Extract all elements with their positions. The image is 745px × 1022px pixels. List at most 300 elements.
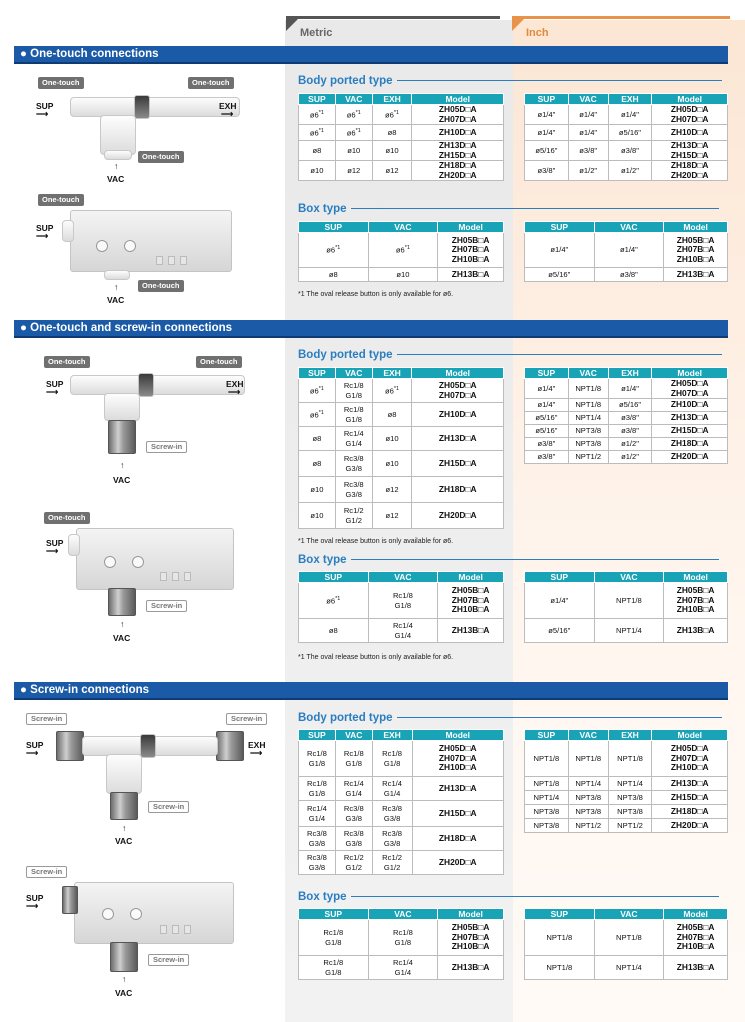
screw-in-tag: Screw-in [226,713,267,725]
cell-vac: ø1/2" [568,161,608,181]
cell-vac: Rc1/4 G1/4 [368,619,438,643]
cell-vac: ø6$^{*1}$ [335,105,372,125]
table-row [525,920,728,956]
col-header-model: Model [438,222,504,233]
port-cap-icon [160,572,167,581]
col-header-vac: VAC [568,730,608,741]
sup-label: SUP [46,379,64,389]
cell-exh: Rc1/8 G1/8 [372,741,412,777]
table-row [299,379,504,403]
table-row [299,583,504,619]
cell-vac: NPT3/8 [568,791,608,805]
cell-sup: Rc1/8 G1/8 [299,741,336,777]
cell-sup: ø6$^{*1}$ [299,125,336,141]
cell-vac: Rc3/8 G3/8 [335,451,372,477]
cell-vac: NPT1/8 [594,583,664,619]
inch-header [512,16,730,40]
cell-model: ZH15D□A [412,451,504,477]
table-row [299,741,504,777]
table-row [299,827,504,851]
col-header-vac: VAC [568,94,608,105]
port-cap-icon [168,256,175,265]
cell-exh: ø8 [372,125,412,141]
cell-vac: NPT1/4 [594,619,664,643]
table-row [525,438,728,451]
cell-model: ZH20D□A [652,451,728,464]
cell-sup: ø1/4" [525,583,595,619]
cell-vac: ø10 [368,268,438,282]
port-cap-icon [160,925,167,934]
table-row [525,619,728,643]
port-cap-icon [184,925,191,934]
metric-header-label: Metric [300,27,333,39]
col-header-sup: SUP [525,94,569,105]
subhead-box-3: Box type [298,891,719,903]
cell-sup: ø1/4" [525,125,569,141]
col-header-model: Model [652,94,728,105]
cell-vac: Rc3/8 G3/8 [335,477,372,503]
cell-exh: NPT1/8 [608,741,652,777]
cell-exh: ø3/8" [608,412,652,425]
cell-model: ZH13D□A [412,427,504,451]
screw-in-port-sup [56,731,84,761]
cell-sup: ø8 [299,619,369,643]
cell-sup: Rc1/8 G1/8 [299,777,336,801]
cell-model: ZH10D□A [652,399,728,412]
cell-model: ZH05B□A ZH07B□A ZH10B□A [664,583,728,619]
table-row [525,425,728,438]
col-header-vac: VAC [594,222,664,233]
spec-table-t1i [524,93,728,181]
cell-vac: NPT1/2 [568,451,608,464]
col-header-model: Model [438,572,504,583]
subhead-body-1: Body ported type [298,75,722,87]
screw-in-tag: Screw-in [148,954,189,966]
table-row [525,233,728,268]
footnote-1: *1 The oval release button is only available for ø6. [298,291,454,298]
cell-model: ZH10D□A [412,125,504,141]
subhead-box-1: Box type [298,203,719,215]
table-row [525,412,728,425]
cell-exh: NPT3/8 [608,791,652,805]
cell-vac: ø6$^{*1}$ [368,233,438,268]
cell-vac: Rc1/8 G1/8 [368,920,438,956]
col-header-sup: SUP [299,94,336,105]
cell-exh: ø1/4" [608,379,652,399]
col-header-exh: EXH [608,94,652,105]
sup-label: SUP [36,101,54,111]
cell-sup: ø10 [299,503,336,529]
inch-header-label: Inch [526,27,549,39]
cell-model: ZH18D□A [412,827,504,851]
port-cap-icon [184,572,191,581]
cell-vac: ø1/4" [568,105,608,125]
box-type-body [70,210,232,272]
table-row [525,399,728,412]
spec-table-b2i [524,571,728,643]
cell-model: ZH05D□A ZH07D□A [412,379,504,403]
cell-sup: NPT1/8 [525,777,569,791]
table-row [525,956,728,980]
table-row [525,451,728,464]
col-header-model: Model [412,730,504,741]
screw-in-tag: Screw-in [26,866,67,878]
col-header-vac: VAC [368,222,438,233]
col-header-exh: EXH [608,730,652,741]
one-touch-tag: One-touch [38,77,84,89]
cell-model: ZH05B□A ZH07B□A ZH10B□A [664,233,728,268]
ejector-center-collar [134,95,150,119]
table-row [299,403,504,427]
cell-model: ZH18D□A ZH20D□A [412,161,504,181]
cell-model: ZH13B□A [664,956,728,980]
vac-port-body [104,393,140,421]
subhead-body-3: Body ported type [298,712,722,724]
col-header-model: Model [652,730,728,741]
cell-vac: NPT1/4 [594,956,664,980]
cell-exh: ø5/16" [608,125,652,141]
cell-model: ZH18D□A ZH20D□A [652,161,728,181]
cell-model: ZH15D□A [412,801,504,827]
sup-arrow-icon: ⟶ [36,109,49,119]
table-row [299,477,504,503]
exh-arrow-icon: ⟶ [250,748,263,758]
table-row [299,268,504,282]
table-row [525,379,728,399]
port-cap-icon [172,572,179,581]
cell-sup: ø1/4" [525,233,595,268]
cell-model: ZH13D□A [652,412,728,425]
spec-table-t3i [524,729,728,833]
spec-table-t2m [298,367,504,529]
cell-exh: ø12 [372,477,412,503]
cell-sup: ø5/16" [525,619,595,643]
exh-label: EXH [248,740,266,750]
table-row [525,777,728,791]
cell-sup: ø5/16" [525,412,569,425]
cell-sup: Rc1/8 G1/8 [299,956,369,980]
cell-sup: Rc1/8 G1/8 [299,920,369,956]
vac-label: VAC [115,988,133,998]
mount-hole-icon [104,556,116,568]
col-header-model: Model [652,368,728,379]
screw-in-tag: Screw-in [146,600,187,612]
cell-exh: ø6$^{*1}$ [372,379,412,403]
cell-model: ZH20D□A [412,851,504,875]
cell-sup: ø6$^{*1}$ [299,379,336,403]
cell-exh: NPT3/8 [608,805,652,819]
vac-port-body [106,754,142,794]
cell-model: ZH05D□A ZH07D□A [652,379,728,399]
cell-vac: NPT3/8 [568,805,608,819]
table-row [299,161,504,181]
one-touch-tag: One-touch [138,280,184,292]
cell-vac: NPT1/2 [568,819,608,833]
section-band-one-touch: ● One-touch connections [14,46,728,64]
cell-model: ZH20D□A [652,819,728,833]
section-band-screw-in: ● Screw-in connections [14,682,728,700]
cell-exh: ø1/2" [608,438,652,451]
col-header-model: Model [412,94,504,105]
col-header-vac: VAC [594,909,664,920]
metric-header [286,16,500,40]
table-row [525,105,728,125]
col-header-vac: VAC [335,730,372,741]
table-row [525,791,728,805]
cell-sup: ø3/8" [525,438,569,451]
table-row [299,141,504,161]
ejector-center-collar [138,373,154,397]
cell-model: ZH13B□A [438,956,504,980]
cell-sup: ø10 [299,477,336,503]
vac-port-collet [104,150,132,160]
section-title: One-touch connections [30,48,159,60]
box-type-body [74,882,234,944]
one-touch-tag: One-touch [44,512,90,524]
screw-in-tag: Screw-in [148,801,189,813]
one-touch-tag: One-touch [188,77,234,89]
col-header-vac: VAC [594,572,664,583]
mount-hole-icon [132,556,144,568]
cell-sup: ø5/16" [525,268,595,282]
cell-model: ZH10D□A [652,125,728,141]
cell-vac: NPT1/8 [594,920,664,956]
vac-arrow-icon: ↑ [120,619,125,629]
cell-exh: ø3/8" [608,425,652,438]
port-cap-icon [156,256,163,265]
screw-in-port [108,420,136,454]
col-header-exh: EXH [608,368,652,379]
cell-sup: NPT1/8 [525,956,595,980]
screw-in-tag: Screw-in [26,713,67,725]
table-row [525,741,728,777]
sup-arrow-icon: ⟶ [36,231,49,241]
screw-in-tag: Screw-in [146,441,187,453]
sup-port-fitting [62,220,74,242]
port-cap-icon [172,925,179,934]
cell-model: ZH13B□A [438,268,504,282]
cell-exh: Rc1/2 G1/2 [372,851,412,875]
table-row [525,805,728,819]
col-header-sup: SUP [299,909,369,920]
cell-sup: Rc3/8 G3/8 [299,827,336,851]
cell-vac: NPT3/8 [568,438,608,451]
vac-port-collet [104,270,130,280]
cell-sup: ø3/8" [525,161,569,181]
cell-sup: ø1/4" [525,105,569,125]
col-header-exh: EXH [372,368,412,379]
cell-exh: ø1/2" [608,161,652,181]
cell-model: ZH18D□A [652,438,728,451]
cell-sup: ø8 [299,141,336,161]
col-header-vac: VAC [568,368,608,379]
sup-arrow-icon: ⟶ [46,546,59,556]
cell-exh: Rc3/8 G3/8 [372,801,412,827]
cell-sup: ø6$^{*1}$ [299,583,369,619]
cell-vac: ø10 [335,141,372,161]
cell-sup: NPT1/8 [525,741,569,777]
col-header-sup: SUP [299,368,336,379]
cell-model: ZH15D□A [652,425,728,438]
table-row [299,619,504,643]
cell-vac: ø1/4" [594,233,664,268]
cell-model: ZH18D□A [412,477,504,503]
vac-arrow-icon: ↑ [120,460,125,470]
col-header-vac: VAC [335,368,372,379]
screw-in-port [110,942,138,972]
cell-vac: Rc1/4 G1/4 [368,956,438,980]
table-row [525,583,728,619]
one-touch-tag: One-touch [196,356,242,368]
vac-label: VAC [113,633,131,643]
mount-hole-icon [124,240,136,252]
col-header-model: Model [664,222,728,233]
screw-in-port [110,792,138,820]
cell-exh: NPT1/4 [608,777,652,791]
vac-label: VAC [107,295,125,305]
table-row [299,801,504,827]
cell-sup: ø5/16" [525,425,569,438]
exh-label: EXH [226,379,244,389]
cell-vac: NPT1/8 [568,379,608,399]
spec-table-b2m [298,571,504,643]
cell-model: ZH05B□A ZH07B□A ZH10B□A [438,920,504,956]
exh-arrow-icon: ⟶ [228,387,241,397]
section-title: Screw-in connections [30,684,150,696]
cell-sup: ø6$^{*1}$ [299,233,369,268]
cell-exh: ø10 [372,141,412,161]
cell-vac: Rc1/2 G1/2 [335,851,372,875]
cell-sup: ø1/4" [525,399,569,412]
vac-arrow-icon: ↑ [122,823,127,833]
one-touch-tag: One-touch [38,194,84,206]
cell-sup: ø6$^{*1}$ [299,105,336,125]
exh-arrow-icon: ⟶ [221,109,234,119]
port-cap-icon [180,256,187,265]
section-band-one-touch-screw-in: ● One-touch and screw-in connections [14,320,728,338]
sup-arrow-icon: ⟶ [26,901,39,911]
table-row [299,451,504,477]
col-header-model: Model [664,572,728,583]
table-row [299,920,504,956]
cell-sup: NPT3/8 [525,805,569,819]
spec-table-b3m [298,908,504,980]
cell-model: ZH05D□A ZH07D□A [652,105,728,125]
table-row [525,819,728,833]
cell-sup: Rc3/8 G3/8 [299,851,336,875]
cell-model: ZH13B□A [438,619,504,643]
ejector-center-collar [140,734,156,758]
cell-exh: ø1/2" [608,451,652,464]
cell-model: ZH13D□A ZH15D□A [412,141,504,161]
vac-arrow-icon: ↑ [114,282,119,292]
sup-port-fitting [68,534,80,556]
col-header-sup: SUP [525,909,595,920]
cell-vac: ø3/8" [594,268,664,282]
col-header-model: Model [664,909,728,920]
one-touch-tag: One-touch [44,356,90,368]
cell-vac: NPT1/4 [568,777,608,791]
cell-sup: ø6$^{*1}$ [299,403,336,427]
mount-hole-icon [102,908,114,920]
footnote-2: *1 The oval release button is only available for ø6. [298,538,454,545]
spec-table-t3m [298,729,504,875]
cell-sup: NPT1/8 [525,920,595,956]
cell-model: ZH05D□A ZH07D□A ZH10D□A [652,741,728,777]
cell-exh: ø12 [372,161,412,181]
cell-vac: Rc1/4 G1/4 [335,427,372,451]
box-type-body [76,528,234,590]
cell-exh: Rc1/4 G1/4 [372,777,412,801]
screw-in-port [108,588,136,616]
table-row [299,105,504,125]
cell-model: ZH13D□A ZH15D□A [652,141,728,161]
cell-vac: Rc1/8 G1/8 [368,583,438,619]
col-header-vac: VAC [335,94,372,105]
cell-vac: Rc1/8 G1/8 [335,741,372,777]
spec-table-b3i [524,908,728,980]
col-header-sup: SUP [525,730,569,741]
cell-vac: Rc1/2 G1/2 [335,503,372,529]
spec-table-b1i [524,221,728,282]
section-title: One-touch and screw-in connections [30,322,233,334]
col-header-sup: SUP [299,222,369,233]
cell-sup: ø8 [299,268,369,282]
cell-model: ZH13B□A [664,268,728,282]
screw-in-port-sup [62,886,78,914]
sup-label: SUP [46,538,64,548]
cell-vac: ø6$^{*1}$ [335,125,372,141]
col-header-exh: EXH [372,94,412,105]
cell-model: ZH05D□A ZH07D□A [412,105,504,125]
cell-sup: ø5/16" [525,141,569,161]
col-header-sup: SUP [525,222,595,233]
screw-in-port-exh [216,731,244,761]
cell-exh: ø8 [372,403,412,427]
ejector-tee-body [70,97,240,117]
table-row [525,161,728,181]
cell-exh: ø10 [372,427,412,451]
ejector-tee-body [70,375,245,395]
cell-exh: ø6$^{*1}$ [372,105,412,125]
cell-exh: ø3/8" [608,141,652,161]
table-row [525,141,728,161]
cell-exh: NPT1/2 [608,819,652,833]
table-row [525,125,728,141]
table-row [299,851,504,875]
col-header-model: Model [412,368,504,379]
spec-table-b1m [298,221,504,282]
table-row [299,956,504,980]
subhead-body-2: Body ported type [298,349,722,361]
sup-arrow-icon: ⟶ [26,748,39,758]
cell-exh: ø5/16" [608,399,652,412]
cell-vac: ø3/8" [568,141,608,161]
cell-model: ZH13D□A [652,777,728,791]
col-header-vac: VAC [368,572,438,583]
table-row [299,503,504,529]
cell-model: ZH05B□A ZH07B□A ZH10B□A [438,583,504,619]
cell-sup: ø8 [299,427,336,451]
cell-sup: ø8 [299,451,336,477]
cell-vac: ø12 [335,161,372,181]
cell-model: ZH05B□A ZH07B□A ZH10B□A [438,233,504,268]
vac-label: VAC [113,475,131,485]
footnote-3: *1 The oval release button is only available for ø6. [298,654,454,661]
table-row [525,268,728,282]
cell-sup: NPT3/8 [525,819,569,833]
cell-model: ZH05D□A ZH07D□A ZH10D□A [412,741,504,777]
